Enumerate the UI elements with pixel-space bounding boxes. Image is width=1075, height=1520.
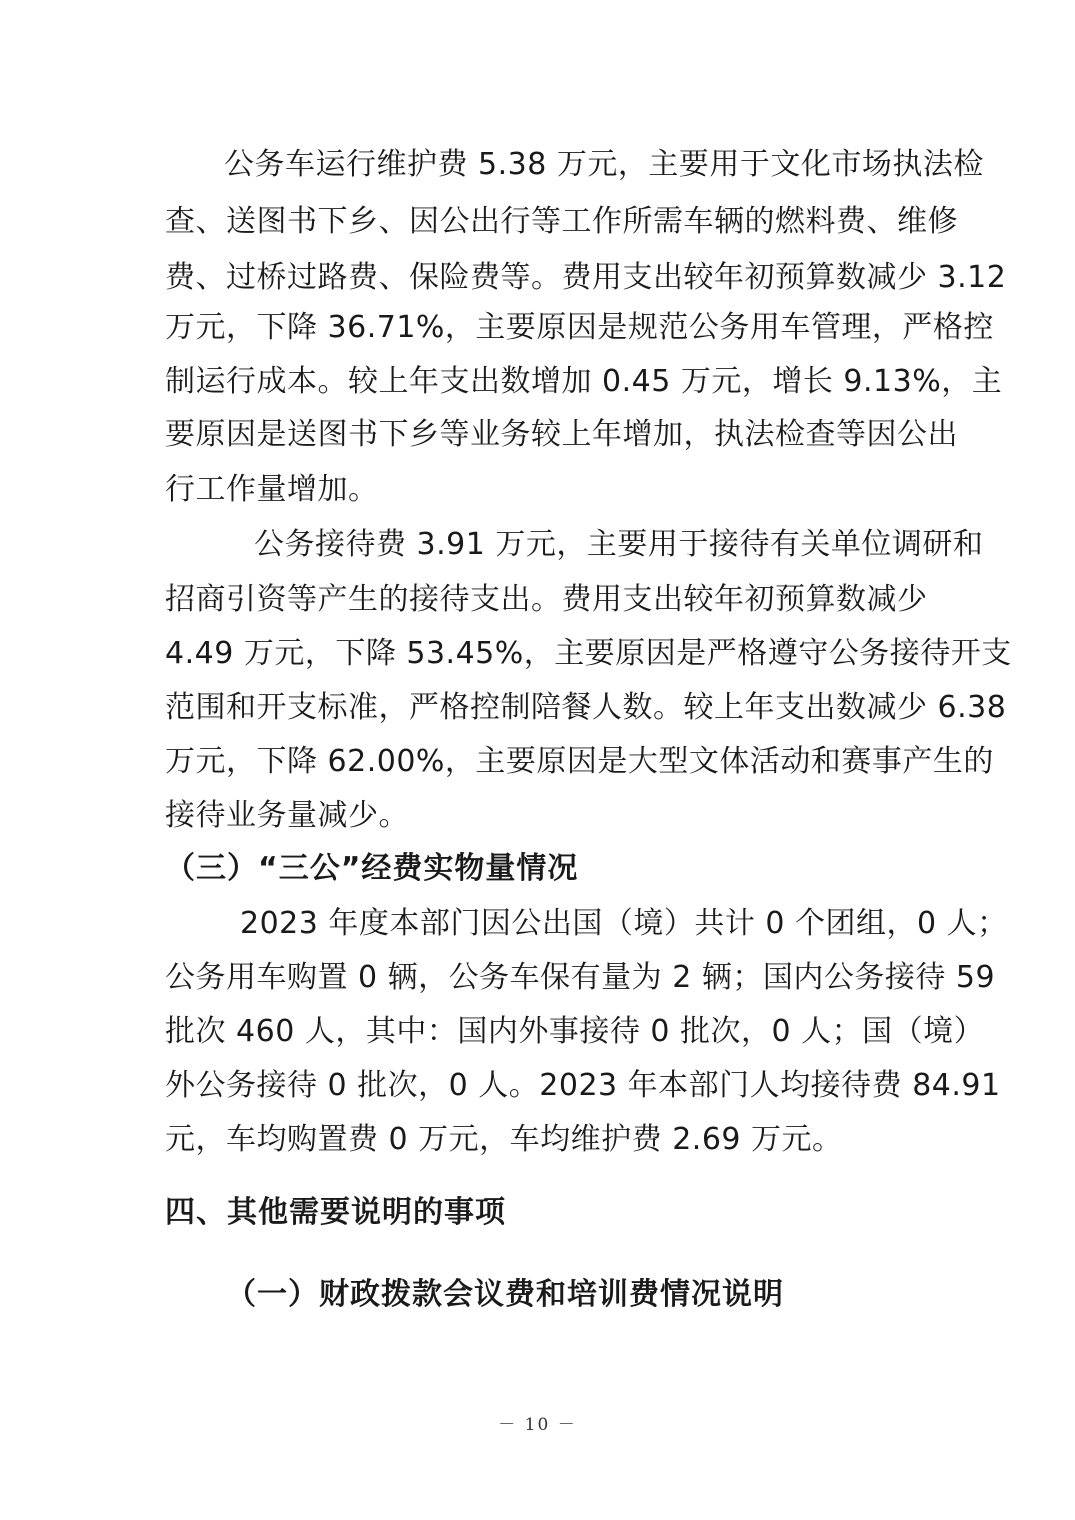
- subsection-heading-meeting-training: （一）财政拨款会议费和培训费情况说明: [226, 1277, 784, 1312]
- page-number: － 10 －: [498, 1415, 577, 1435]
- text-line: 万元，下降 36.71%，主要原因是规范公务用车管理，严格控: [165, 310, 994, 345]
- section-heading-three-public-quantity: （三）“三公”经费实物量情况: [165, 851, 579, 886]
- text-line: 公务接待费 3.91 万元，主要用于接待有关单位调研和: [254, 527, 984, 562]
- text-line: 公务车运行维护费 5.38 万元，主要用于文化市场执法检: [224, 147, 984, 182]
- text-line: 接待业务量减少。: [165, 798, 409, 833]
- text-line: 招商引资等产生的接待支出。费用支出较年初预算数减少: [165, 582, 928, 617]
- text-line: 公务用车购置 0 辆，公务车保有量为 2 辆；国内公务接待 59: [165, 960, 996, 995]
- text-line: 外公务接待 0 批次，0 人。2023 年本部门人均接待费 84.91: [165, 1068, 1001, 1103]
- text-line: 要原因是送图书下乡等业务较上年增加，执法检查等因公出: [165, 417, 958, 452]
- text-line: 批次 460 人，其中：国内外事接待 0 批次，0 人；国（境）: [165, 1014, 985, 1049]
- text-line: 4.49 万元，下降 53.45%，主要原因是严格遵守公务接待开支: [165, 636, 1012, 671]
- text-line: 万元，下降 62.00%，主要原因是大型文体活动和赛事产生的: [165, 744, 994, 779]
- section-heading-four: 四、其他需要说明的事项: [165, 1195, 506, 1230]
- text-line: 范围和开支标准，严格控制陪餐人数。较上年支出数减少 6.38: [165, 690, 1007, 725]
- text-line: 制运行成本。较上年支出数增加 0.45 万元，增长 9.13%，主: [165, 364, 1003, 399]
- text-line: 费、过桥过路费、保险费等。费用支出较年初预算数减少 3.12: [165, 260, 1007, 295]
- text-line: 2023 年度本部门因公出国（境）共计 0 个团组，0 人；: [240, 906, 1008, 941]
- text-line: 行工作量增加。: [165, 472, 379, 507]
- text-line: 查、送图书下乡、因公出行等工作所需车辆的燃料费、维修: [165, 204, 958, 239]
- text-line: 元，车均购置费 0 万元，车均维护费 2.69 万元。: [165, 1122, 843, 1157]
